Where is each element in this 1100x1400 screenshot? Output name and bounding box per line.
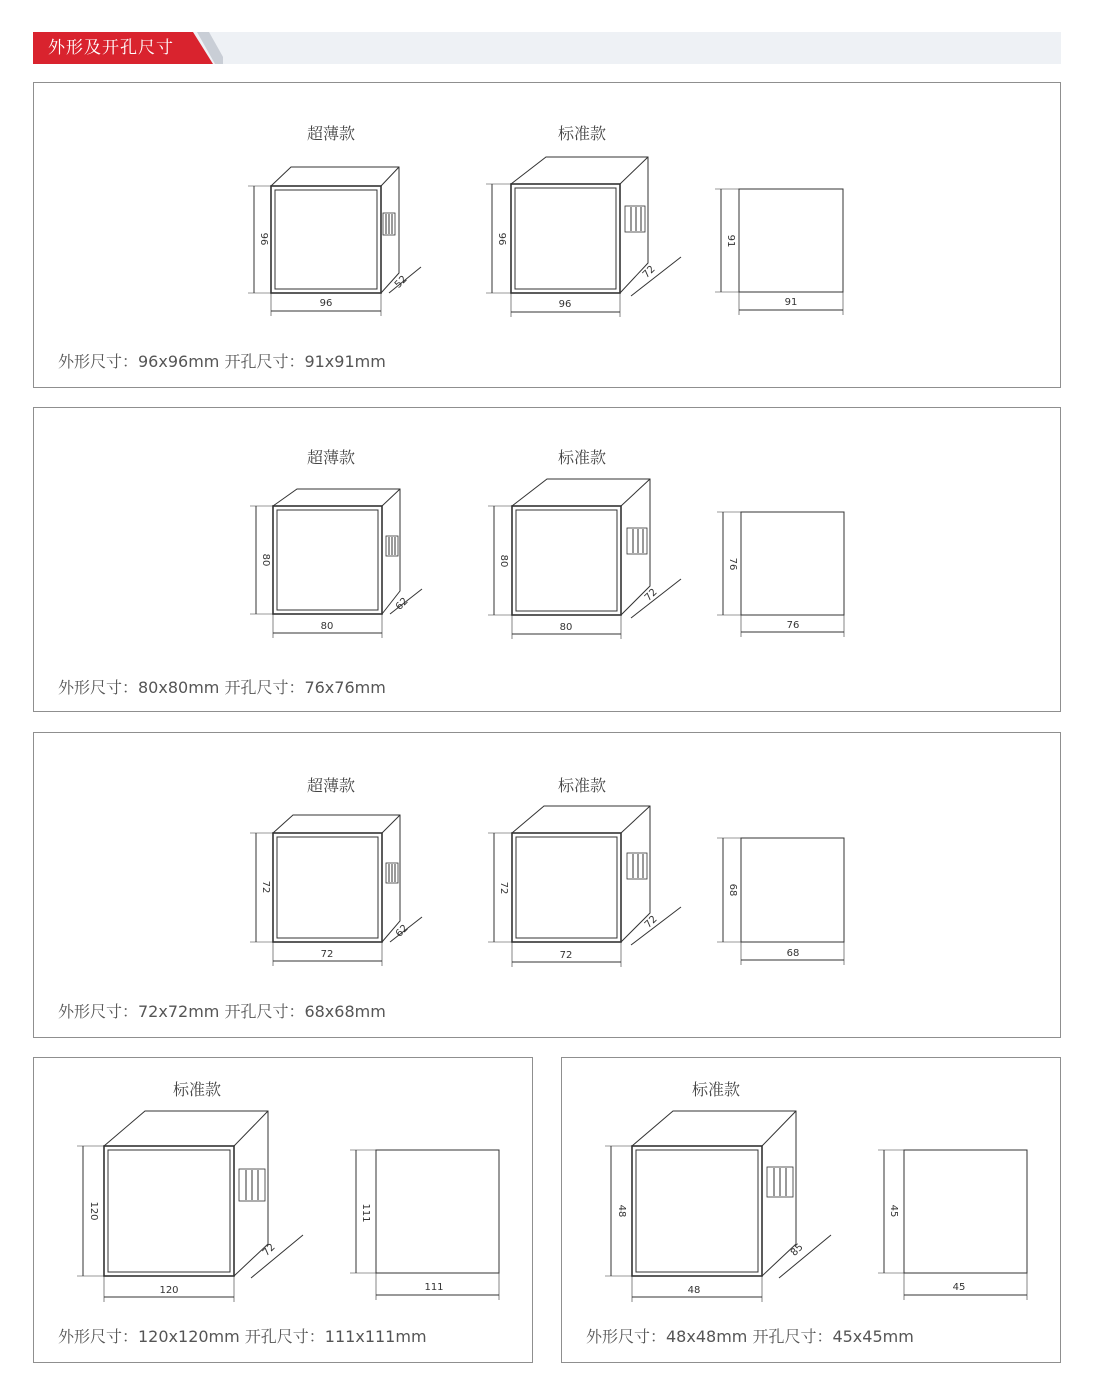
cutout-drawing xyxy=(878,1150,1027,1300)
cutout-width-dim: 91 xyxy=(784,297,798,308)
panel-96 xyxy=(33,82,1061,388)
panel-caption: 外形尺寸：120x120mm 开孔尺寸：111x111mm xyxy=(58,1327,427,1346)
cutout-width-dim: 68 xyxy=(786,948,800,959)
standard-label: 标准款 xyxy=(557,124,607,143)
standard-width-dim: 96 xyxy=(558,299,572,310)
standard-box-drawing xyxy=(77,1111,303,1302)
standard-width-dim: 120 xyxy=(159,1285,179,1296)
panel-80 xyxy=(33,407,1061,712)
standard-height-dim: 80 xyxy=(498,554,509,568)
cutout-drawing xyxy=(717,838,844,965)
standard-width-dim: 72 xyxy=(559,950,573,961)
standard-box-drawing xyxy=(488,479,681,639)
thin-box-drawing xyxy=(250,489,422,638)
panel-caption: 外形尺寸：80x80mm 开孔尺寸：76x76mm xyxy=(58,678,386,697)
thin-width-dim: 72 xyxy=(320,949,334,960)
panel-120 xyxy=(33,1057,533,1363)
cutout-width-dim: 111 xyxy=(424,1282,444,1293)
thin-width-dim: 80 xyxy=(320,621,334,632)
cutout-width-dim: 45 xyxy=(952,1282,966,1293)
thin-box-drawing xyxy=(250,815,422,966)
standard-width-dim: 80 xyxy=(559,622,573,633)
thin-height-dim: 96 xyxy=(258,232,269,246)
standard-depth-dim: 85 xyxy=(788,1241,806,1259)
standard-width-dim: 48 xyxy=(687,1285,701,1296)
standard-label: 标准款 xyxy=(557,448,607,467)
thin-depth-dim: 62 xyxy=(393,922,411,940)
cutout-height-dim: 76 xyxy=(727,557,738,571)
thin-width-dim: 96 xyxy=(319,298,333,309)
section-title: 外形及开孔尺寸 xyxy=(48,38,174,58)
standard-depth-dim: 72 xyxy=(260,1241,278,1259)
thin-box-drawing xyxy=(248,167,421,316)
thin-depth-dim: 52 xyxy=(392,273,410,291)
cutout-height-dim: 68 xyxy=(727,883,738,897)
cutout-height-dim: 45 xyxy=(888,1204,899,1218)
standard-depth-dim: 72 xyxy=(640,263,658,281)
panel-caption: 外形尺寸：96x96mm 开孔尺寸：91x91mm xyxy=(58,352,386,371)
standard-label: 标准款 xyxy=(691,1080,741,1099)
cutout-height-dim: 91 xyxy=(725,234,736,248)
cutout-drawing xyxy=(715,189,843,315)
standard-box-drawing xyxy=(488,806,681,967)
standard-height-dim: 96 xyxy=(496,232,507,246)
thin-label: 超薄款 xyxy=(306,448,356,467)
standard-height-dim: 72 xyxy=(498,881,509,895)
cutout-width-dim: 76 xyxy=(786,620,800,631)
thin-height-dim: 80 xyxy=(260,553,271,567)
cutout-height-dim: 111 xyxy=(360,1203,371,1223)
standard-label: 标准款 xyxy=(172,1080,222,1099)
standard-height-dim: 120 xyxy=(88,1201,99,1221)
thin-label: 超薄款 xyxy=(306,776,356,795)
panel-48 xyxy=(561,1057,1061,1363)
standard-box-drawing xyxy=(605,1111,831,1302)
thin-height-dim: 72 xyxy=(260,880,271,894)
standard-depth-dim: 72 xyxy=(642,586,660,604)
panel-caption: 外形尺寸：48x48mm 开孔尺寸：45x45mm xyxy=(586,1327,914,1346)
standard-label: 标准款 xyxy=(557,776,607,795)
cutout-drawing xyxy=(350,1150,499,1300)
panel-caption: 外形尺寸：72x72mm 开孔尺寸：68x68mm xyxy=(58,1002,386,1021)
standard-box-drawing xyxy=(486,157,681,317)
thin-label: 超薄款 xyxy=(306,124,356,143)
standard-height-dim: 48 xyxy=(616,1204,627,1218)
standard-depth-dim: 72 xyxy=(642,913,660,931)
panel-72 xyxy=(33,732,1061,1038)
cutout-drawing xyxy=(717,512,844,637)
thin-depth-dim: 62 xyxy=(393,595,411,613)
